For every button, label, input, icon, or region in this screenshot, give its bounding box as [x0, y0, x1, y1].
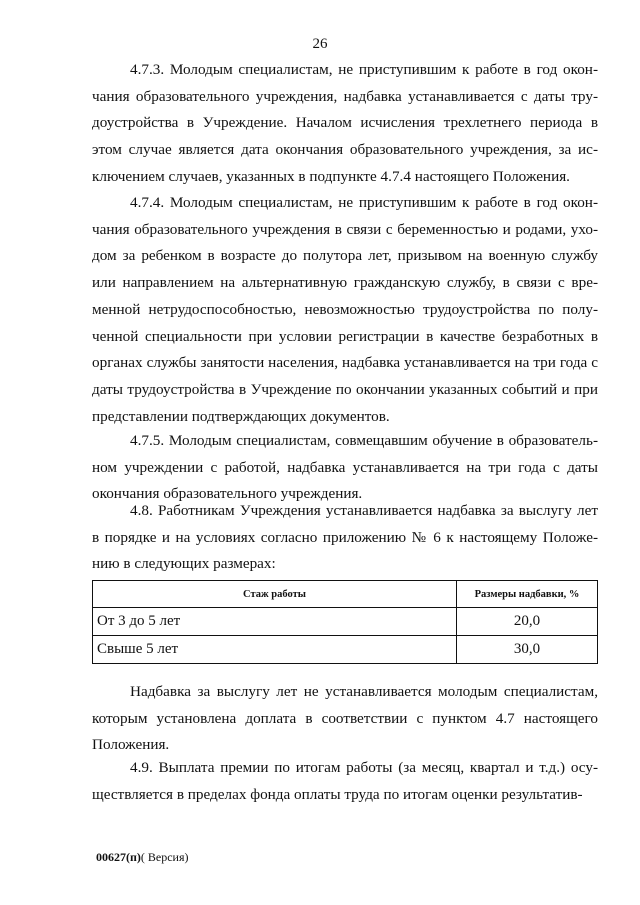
- paragraph-4-8: 4.8. Работникам Учреждения устанавливается надбавка за выслугу лет в порядке и на условиях согласно приложению № 6 к настоящему Положению в следующих размерах:: [92, 502, 598, 573]
- cell-experience: Свыше 5 лет: [93, 636, 457, 664]
- table-header-row: [93, 581, 598, 608]
- header-experience: Стаж работы: [93, 581, 457, 608]
- document-footer: [96, 850, 189, 865]
- table-row: [93, 636, 598, 664]
- cell-bonus: 20,0: [457, 608, 598, 636]
- page-number: 26: [312, 36, 328, 52]
- document-version: ( Версия): [140, 850, 189, 864]
- cell-experience: От 3 до 5 лет: [93, 608, 457, 636]
- paragraph-4-7-3: 4.7.3. Молодым специалистам, не приступившим к работе в год окончания образовательного учреждения, надбавка устанавливается с даты трудоустройства в Учреждение. Началом исчисления трехлетнего периода в этом случае является дата окончания образовательного учреждения, за исключением случаев, указанных в подпункте 4.7.4 настоящего Положения.: [92, 61, 598, 185]
- seniority-bonus-table: [92, 580, 598, 664]
- table-row: [93, 608, 598, 636]
- paragraph-4-7-5: 4.7.5. Молодым специалистам, совмещавшим обучение в образовательном учреждении с работой, надбавка устанавливается на три года с даты окончания образовательного учреждения.: [92, 432, 598, 503]
- header-bonus-size: Размеры надбавки, %: [457, 581, 598, 608]
- paragraph-4-7-4: 4.7.4. Молодым специалистам, не приступившим к работе в год окончания образовательного учреждения в связи с беременностью и родами, уходом за ребенком в возрасте до полутора лет, призывом на военную службу или направлением на альтернативную гражданскую службу, в связи с временной нетрудоспособностью, невозможностью трудоустройства по полученной специальности при условии регистрации в качестве безработных в органах службы занятости населения, надбавка устанавливается на три года с даты трудоустройства в Учреждение по окончании указанных событий и при представлении подтверждающих документов.: [92, 194, 598, 425]
- paragraph-4-9: 4.9. Выплата премии по итогам работы (за месяц, квартал и т.д.) осуществляется в пределах фонда оплаты труда по итогам оценки результатив-: [92, 759, 598, 803]
- paragraph-bonus-note: Надбавка за выслугу лет не устанавливается молодым специалистам, которым установлена доплата в соответствии с пунктом 4.7 настоящего Положения.: [92, 683, 598, 754]
- document-code: 00627(п): [96, 850, 141, 864]
- cell-bonus: 30,0: [457, 636, 598, 664]
